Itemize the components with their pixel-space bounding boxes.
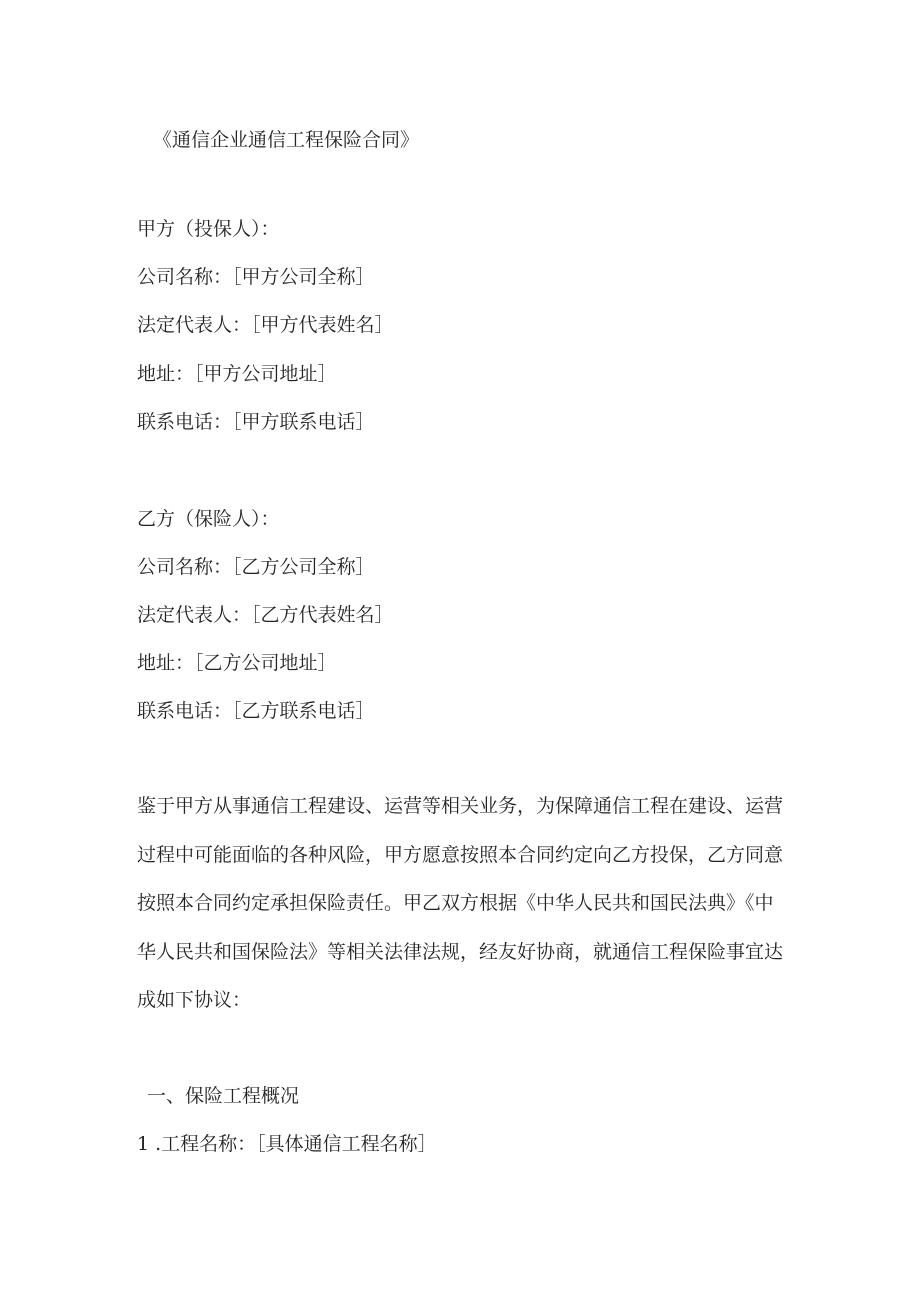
party-a-address: 地址：［甲方公司地址］ bbox=[137, 363, 337, 385]
preamble-line: 华人民共和国保险法》等相关法律法规，经友好协商，就通信工程保险事宜达 bbox=[137, 940, 784, 963]
party-a-phone: 联系电话：［甲方联系电话］ bbox=[137, 411, 375, 433]
party-a-representative: 法定代表人：［甲方代表姓名］ bbox=[137, 314, 394, 336]
preamble-paragraph bbox=[137, 794, 784, 1037]
preamble-line: 鉴于甲方从事通信工程建设、运营等相关业务，为保障通信工程在建设、运营 bbox=[137, 795, 784, 817]
section-heading: 一、保险工程概况 bbox=[147, 1085, 300, 1107]
party-b-address: 地址：［乙方公司地址］ bbox=[137, 652, 337, 674]
party-b-heading: 乙方（保险人）： bbox=[137, 508, 280, 530]
party-b-company: 公司名称：［乙方公司全称］ bbox=[137, 556, 375, 578]
party-a-heading: 甲方（投保人）： bbox=[137, 218, 280, 240]
party-b-phone: 联系电话：［乙方联系电话］ bbox=[137, 700, 375, 722]
party-a-company: 公司名称：［甲方公司全称］ bbox=[137, 266, 375, 288]
preamble-line: 按照本合同约定承担保险责任。甲乙双方根据《中华人民共和国民法典》《中 bbox=[137, 892, 774, 914]
party-b-representative: 法定代表人：［乙方代表姓名］ bbox=[137, 604, 394, 626]
document-title: 《通信企业通信工程保险合同》 bbox=[153, 129, 420, 151]
preamble-line: 过程中可能面临的各种风险，甲方愿意按照本合同约定向乙方投保，乙方同意 bbox=[137, 843, 784, 866]
section-item: 1 .工程名称：［具体通信工程名称］ bbox=[137, 1133, 437, 1155]
preamble-line: 成如下协议： bbox=[137, 989, 252, 1011]
